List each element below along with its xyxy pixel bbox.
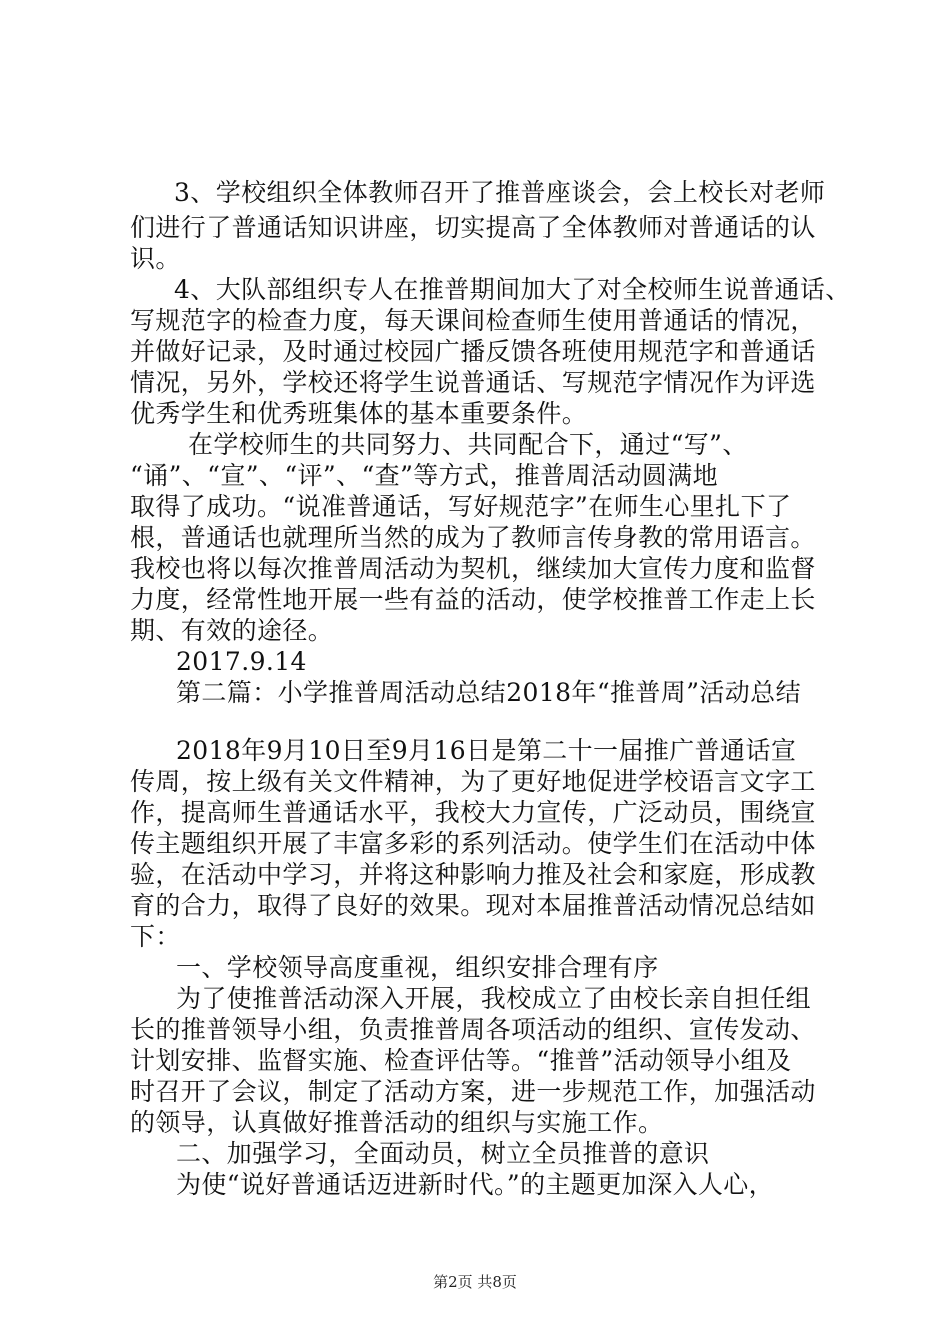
text-line: 根，普通话也就理所当然的成为了教师言传身教的常用语言。 bbox=[130, 523, 816, 552]
text-line: 为使“说好普通话迈进新时代。”的主题更加深入人心， bbox=[176, 1170, 775, 1199]
text-line: 情况，另外，学校还将学生说普通话、写规范字情况作为评选 bbox=[130, 368, 816, 397]
text-line: 传周，按上级有关文件精神，为了更好地促进学校语言文字工 bbox=[130, 767, 816, 796]
text-line: 们进行了普通话知识讲座，切实提高了全体教师对普通话的认 bbox=[130, 213, 816, 242]
text-line: “诵”、“宣”、“评”、“查”等方式，推普周活动圆满地 bbox=[130, 461, 719, 490]
text-line: 为了使推普活动深入开展，我校成立了由校长亲自担任组 bbox=[176, 984, 812, 1013]
text-line: 传主题组织开展了丰富多彩的系列活动。使学生们在活动中体 bbox=[130, 829, 816, 858]
text-line: 2018年9月10日至9月16日是第二十一届推广普通话宣 bbox=[176, 736, 797, 765]
page-number-footer: 第2页 共8页 bbox=[433, 1273, 517, 1291]
text-line: 时召开了会议，制定了活动方案，进一步规范工作，加强活动 bbox=[130, 1077, 816, 1106]
text-line: 优秀学生和优秀班集体的基本重要条件。 bbox=[130, 399, 588, 428]
text-line: 作，提高师生普通话水平，我校大力宣传，广泛动员，围绕宣 bbox=[130, 798, 816, 827]
text-line: 计划安排、监督实施、检查评估等。“推普”活动领导小组及 bbox=[130, 1046, 792, 1075]
subheading: 一、学校领导高度重视，组织安排合理有序 bbox=[176, 953, 659, 982]
text-line: 取得了成功。“说准普通话，写好规范字”在师生心里扎下了 bbox=[130, 492, 792, 521]
text-line: 写规范字的检查力度，每天课间检查师生使用普通话的情况， bbox=[130, 306, 816, 335]
date-line: 2017.9.14 bbox=[176, 647, 307, 676]
text-line: 力度，经常性地开展一些有益的活动，使学校推普工作走上长 bbox=[130, 585, 816, 614]
text-line: 并做好记录，及时通过校园广播反馈各班使用规范字和普通话 bbox=[130, 337, 816, 366]
text-line: 4、大队部组织专人在推普期间加大了对全校师生说普通话、 bbox=[174, 275, 851, 304]
text-line: 验，在活动中学习，并将这种影响力推及社会和家庭，形成教 bbox=[130, 860, 816, 889]
text-line: 长的推普领导小组，负责推普周各项活动的组织、宣传发动、 bbox=[130, 1015, 816, 1044]
text-line: 期、有效的途径。 bbox=[130, 616, 334, 645]
text-line: 在学校师生的共同努力、共同配合下，通过“写”、 bbox=[188, 430, 748, 459]
text-line: 下： bbox=[130, 922, 181, 951]
text-line: 识。 bbox=[130, 244, 181, 273]
text-line: 的领导，认真做好推普活动的组织与实施工作。 bbox=[130, 1108, 664, 1137]
text-line: 育的合力，取得了良好的效果。现对本届推普活动情况总结如 bbox=[130, 891, 816, 920]
text-line: 3、学校组织全体教师召开了推普座谈会，会上校长对老师 bbox=[174, 178, 826, 207]
section-heading: 第二篇：小学推普周活动总结2018年“推普周”活动总结 bbox=[176, 678, 801, 707]
text-line: 我校也将以每次推普周活动为契机，继续加大宣传力度和监督 bbox=[130, 554, 816, 583]
subheading: 二、加强学习，全面动员，树立全员推普的意识 bbox=[176, 1139, 710, 1168]
